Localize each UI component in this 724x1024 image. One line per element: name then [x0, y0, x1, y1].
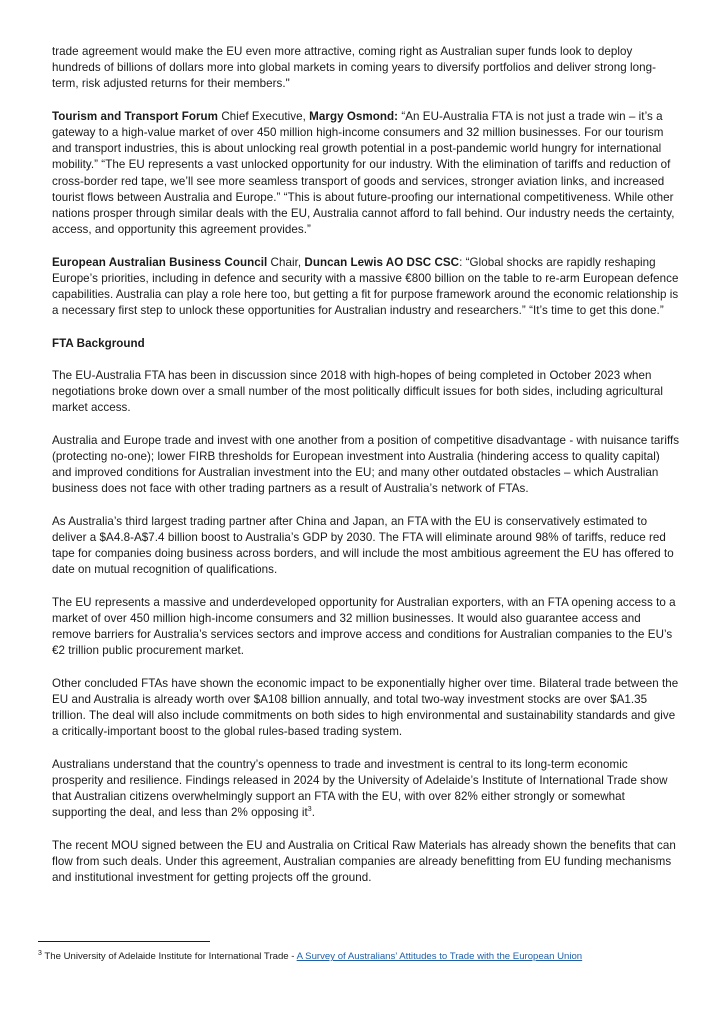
paragraph-super-funds	[52, 44, 680, 93]
quote-text: “An EU-Australia FTA is not just a trade win – it’s a gateway to a high-value market of over 450 million high-income consumers and 32 million businesses. For our tourism and transport industries, this is about unlocking real growth potential in a post-pandemic world hungry for international mobility.” “The EU represents a vast unlocked opportunity for our industry. With the elimination of tariffs and reduction of cross-border red tape, we’ll see more seamless transport of goods and services, stronger aviation links, and increased tourist flows between Australia and Europe.” “This is about future-proofing our international competitiveness. While other nations prosper through similar deals with the EU, Australia cannot afford to fall behind. Our industry needs the certainty, access, and opportunity this agreement provides.”	[52, 109, 675, 237]
paragraph-text: Australians understand that the country’s openness to trade and investment is central to its long-term economic prosperity and resilience. Findings released in 2024 by the University of Adelaide’s Institute of International Trade show that Australian citizens overwhelmingly support an FTA with the EU, with over 82% either strongly or somewhat supporting the deal, and less than 2% opposing it	[52, 757, 668, 820]
role-text: Chief Executive,	[218, 109, 310, 123]
paragraph-critical-raw-materials: The recent MOU signed between the EU and Australia on Critical Raw Materials has already shown the benefits that can flow from such deals. Under this agreement, Australian companies are already benefitting from EU funding mechanisms and institutional investment for getting projects off the ground.	[52, 838, 676, 885]
paragraph-public-support	[52, 757, 680, 822]
document-body	[52, 44, 680, 903]
quote-text: : “Global shocks are rapidly reshaping Europe’s priorities, including in defence and security with a massive €800 billion on the table to re-arm European defence capabilities. Australia can play a role here too, but getting a fit for purpose framework around the economic relationship is a necessary first step to unlock these opportunities for Australian industry and researchers.” “It’s time to get this done.”	[52, 255, 679, 318]
paragraph-negotiations: The EU-Australia FTA has been in discussion since 2018 with high-hopes of being completed in October 2023 when negotiations broke down over a small number of the most politically difficult issues for both sides, including agricultural market access.	[52, 369, 664, 415]
footnote-divider	[38, 941, 210, 942]
footnote-marker: 3	[38, 949, 42, 957]
paragraph-bilateral-trade: Other concluded FTAs have shown the economic impact to be exponentially higher over time. Bilateral trade between the EU and Australia is already worth over $A108 billion annually, and total two-way investment stocks are over $A1.35 trillion. The deal will also include commitments on both sides to high environmental and sustainability standards and give a critically-important boost to the global rules-based trading system.	[52, 676, 679, 739]
organisation-name: Tourism and Transport Forum	[52, 109, 219, 123]
footnote	[38, 950, 688, 963]
person-name: Duncan Lewis AO DSC CSC	[304, 255, 460, 269]
paragraph-eabc-quote	[52, 255, 680, 320]
paragraph-opportunity: The EU represents a massive and underdeveloped opportunity for Australian exporters, with an FTA opening access to a market of over 450 million high-income consumers and 32 million businesses. It would also guarantee access and remove barriers for Australia’s services sectors and improve access and conditions for Australian companies to the EU’s €2 trillion public procurement market.	[52, 595, 676, 658]
person-name: Margy Osmond:	[309, 109, 399, 123]
paragraph-end: .	[311, 806, 315, 820]
role-text: Chair,	[267, 255, 305, 269]
section-heading: FTA Background	[52, 336, 145, 350]
paragraph-text: trade agreement would make the EU even more attractive, coming right as Australian super funds look to deploy hundreds of billions of dollars more into global markets in coming years to diversify portfolios and deliver strong long-term, risk adjusted returns for their members."	[52, 45, 657, 91]
paragraph-gdp-boost: As Australia’s third largest trading partner after China and Japan, an FTA with the EU is conservatively estimated to deliver a $A4.8-A$7.4 billion boost to Australia’s GDP by 2030. The FTA will eliminate around 98% of tariffs, reduce red tape for companies doing business across borders, and will include the most ambitious agreement the EU has offered to date on mutual recognition of qualifications.	[52, 514, 674, 577]
footnote-reference[interactable]: 3	[307, 806, 312, 814]
paragraph-ttf-quote	[52, 109, 680, 239]
footnote-text: The University of Adelaide Institute for International Trade -	[41, 951, 297, 962]
organisation-name: European Australian Business Council	[52, 255, 268, 269]
footnote-link[interactable]: A Survey of Australians’ Attitudes to Trade with the European Union	[296, 951, 583, 962]
paragraph-disadvantage: Australia and Europe trade and invest with one another from a position of competitive disadvantage - with nuisance tariffs (protecting no-one); lower FIRB thresholds for European investment into Australia (hindering access to quality capital) and improved conditions for Australian investment into the EU; and many other outdated obstacles – which Australian business does not face with other trading partners as a result of Australia’s network of FTAs.	[52, 433, 680, 496]
